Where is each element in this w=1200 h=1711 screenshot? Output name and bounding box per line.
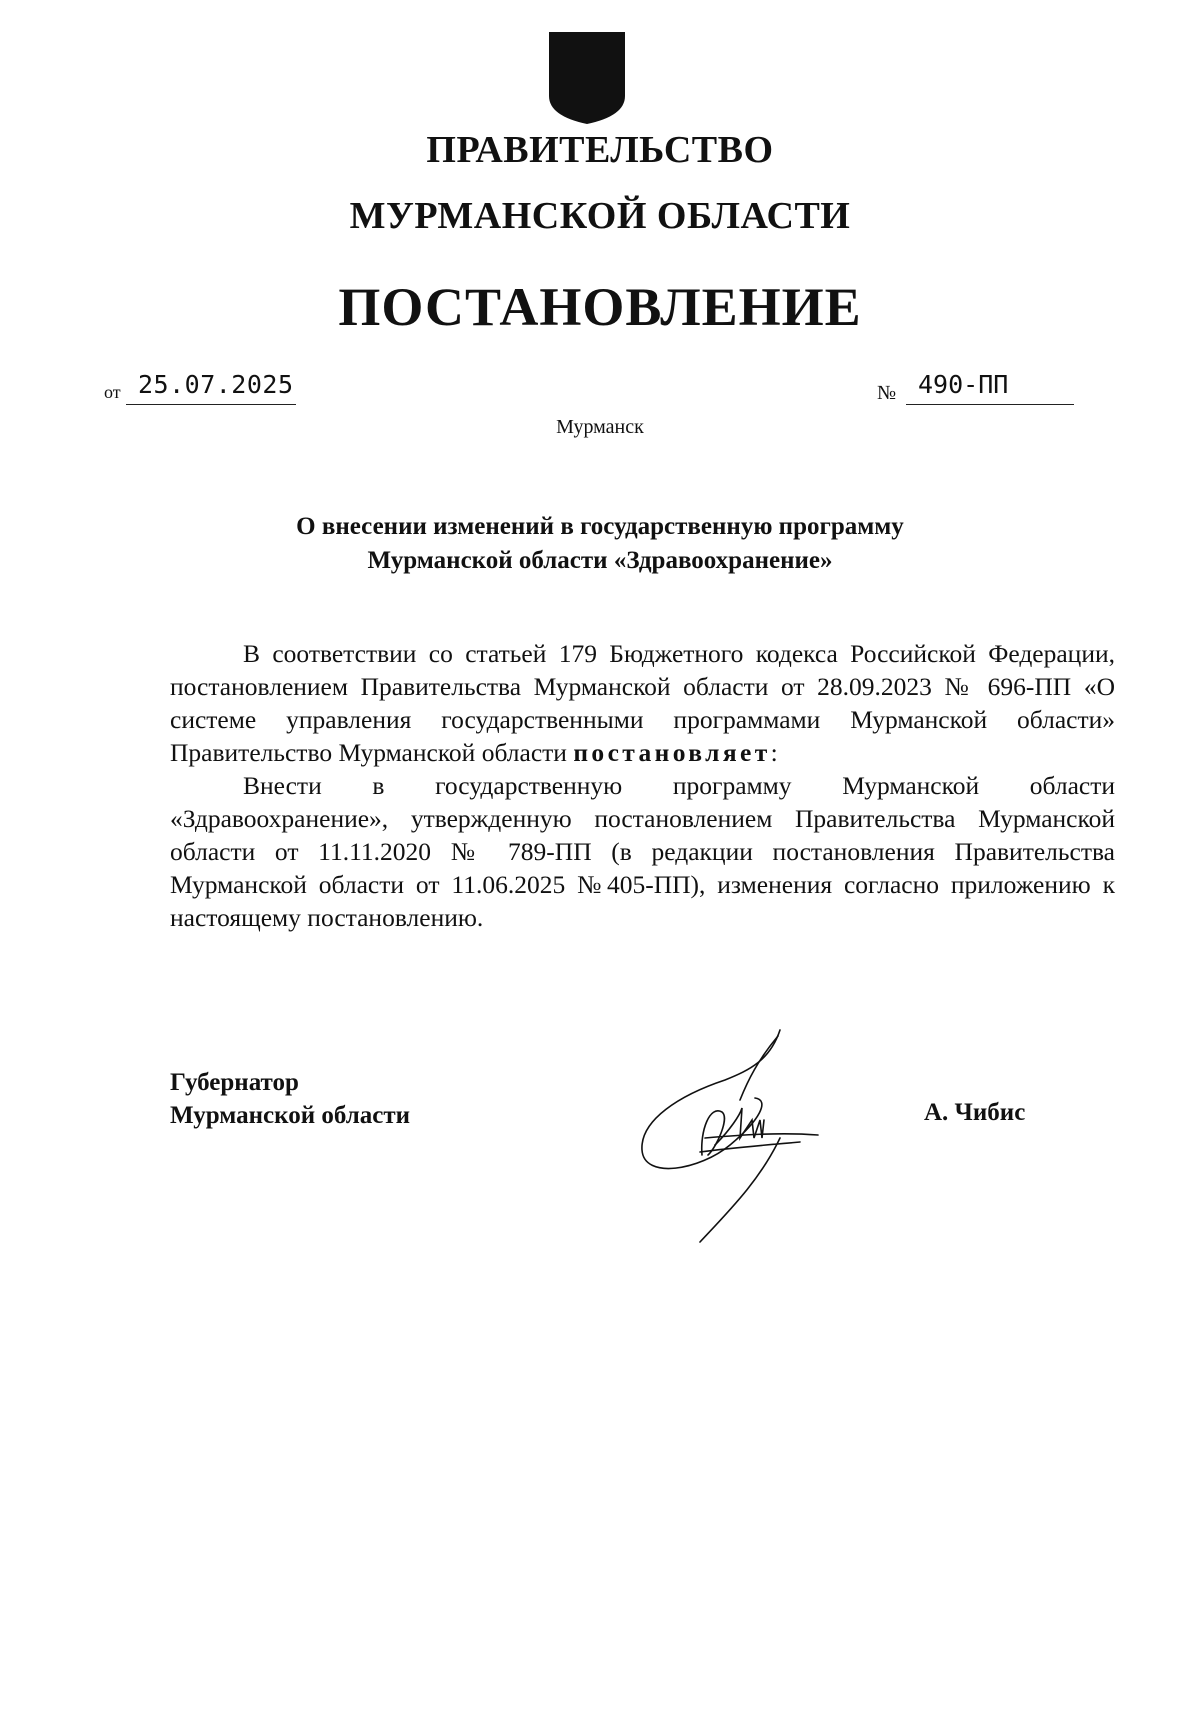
document-number: 490-ПП (918, 370, 1009, 399)
body-paragraph-2: Внести в государственную программу Мурманской области «Здравоохранение», утвержденную постановлением Правительства Мурманской области от 11.11.2020 № 789-ПП (в редакции постановления Правительства Мурманской области от 11.06.2025 №405-ПП), изменения согласно приложению к настоящему постановлению. (170, 771, 1115, 932)
document-body (170, 637, 1115, 934)
subject-line1: О внесении изменений в государственную программу (296, 513, 904, 540)
coat-of-arms-emblem-icon (547, 30, 627, 126)
city-name: Мурманск (556, 416, 644, 438)
paragraph1-end: : (770, 738, 778, 767)
subject-line2: Мурманской области «Здравоохранение» (367, 547, 833, 574)
date-label: от (104, 382, 121, 402)
number-label: № (877, 382, 897, 404)
organization-name-line1: ПРАВИТЕЛЬСТВО (426, 129, 774, 171)
number-field (906, 368, 1074, 405)
document-type-title: ПОСТАНОВЛЕНИЕ (338, 277, 862, 337)
document-subject (0, 510, 1200, 578)
document-date: 25.07.2025 (138, 370, 294, 399)
signer-name: А. Чибис (924, 1099, 1026, 1126)
date-field (126, 368, 296, 405)
signer-position (170, 1066, 410, 1132)
resolution-keyword: постановляет (573, 738, 771, 767)
signer-position-line1: Губернатор (170, 1069, 299, 1096)
signer-position-line2: Мурманской области (170, 1102, 411, 1129)
handwritten-signature-icon (630, 1020, 850, 1250)
organization-name-line2: МУРМАНСКОЙ ОБЛАСТИ (349, 195, 851, 237)
paragraph1-text: В соответствии со статьей 179 Бюджетного кодекса Российской Федерации, постановлением Правительства Мурманской области от 28.09.2023 № 696-ПП «О системе управления государственными программами Мурманской области» Правительство Мурманской области (170, 639, 1115, 767)
body-paragraph-1 (170, 637, 1115, 769)
